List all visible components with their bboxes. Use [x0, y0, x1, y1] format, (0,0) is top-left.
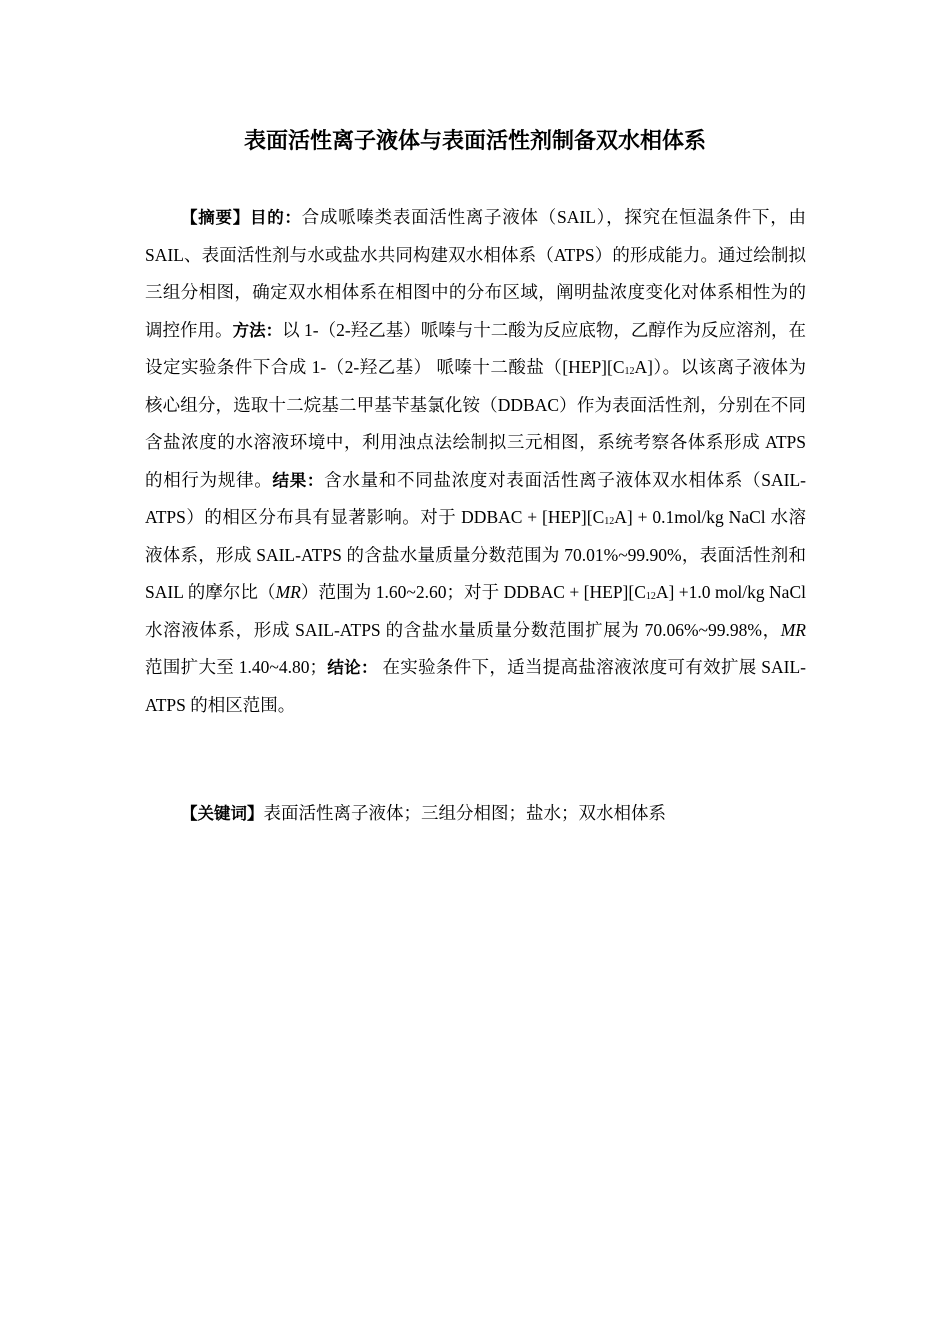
subscript: 12 — [624, 366, 635, 377]
keywords-label: 【关键词】 — [181, 804, 264, 823]
result-label: 结果： — [272, 470, 325, 490]
abstract-label: 【摘要】 — [181, 208, 250, 227]
keywords-text: 表面活性离子液体；三组分相图；盐水；双水相体系 — [263, 803, 666, 823]
result-text: A] + 0.1mol/kg NaCl 水溶液体系，形成 SAIL-ATPS 的含盐水量质量分数范围为 70.01%~99.90%，表面活性剂和 SAIL 的摩尔比（ — [145, 507, 806, 602]
abstract-paragraph — [145, 199, 806, 724]
document-title: 表面活性离子液体与表面活性剂制备双水相体系 — [243, 129, 706, 154]
result-text: ）范围为 1.60~2.60；对于 DDBAC + [HEP][C — [300, 582, 646, 602]
mr-symbol: MR — [780, 619, 806, 640]
result-text: A] +1.0 mol/kg NaCl 水溶液体系，形成 SAIL-ATPS 的含盐水量质量分数范围扩展为 70.06%~99.98%， — [145, 582, 806, 640]
purpose-label: 目的： — [249, 208, 302, 227]
conclusion-text: 在实验条件下，适当提高盐溶液浓度可有效扩展 SAIL-ATPS 的相区范围。 — [145, 657, 807, 715]
keywords-paragraph — [145, 795, 806, 833]
result-text: 含水量和不同盐浓度对表面活性离子液体双水相体系（SAIL-ATPS）的相区分布具有显著影响。对于 DDBAC + [HEP][C — [145, 469, 807, 527]
subscript: 12 — [645, 591, 656, 602]
purpose-text: 合成哌嗪类表面活性离子液体（SAIL），探究在恒温条件下，由 SAIL、表面活性剂与水或盐水共同构建双水相体系（ATPS）的形成能力。通过绘制拟三组分相图，确定双水相体系在相图中的分布区域，阐明盐浓度变化对体系相性为的调控作用。 — [145, 207, 807, 340]
mr-symbol: MR — [275, 582, 301, 602]
result-text: 范围扩大至 1.40~4.80； — [145, 657, 327, 677]
subscript: 12 — [604, 516, 615, 527]
conclusion-label: 结论： — [327, 658, 378, 677]
method-text: 以 1-（2-羟乙基）哌嗪与十二酸为反应底物，乙醇作为反应溶剂，在设定实验条件下合成 1-（2-羟乙基） 哌嗪十二酸盐（[HEP][C — [145, 319, 807, 377]
method-text: A]）。以该离子液体为核心组分，选取十二烷基二甲基苄基氯化铵（DDBAC）作为表面活性剂，分别在不同含盐浓度的水溶液环境中，利用浊点法绘制拟三元相图，系统考察各体系形成 ATPS 的相行为规律。 — [145, 357, 806, 490]
method-label: 方法： — [232, 320, 283, 340]
